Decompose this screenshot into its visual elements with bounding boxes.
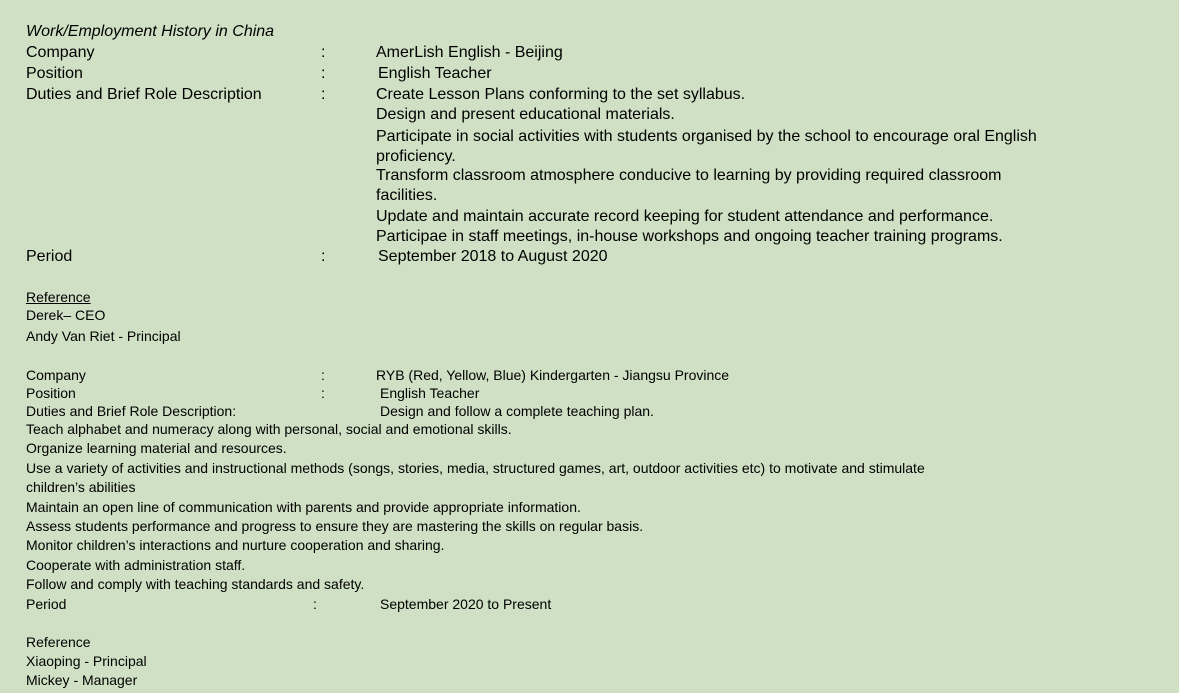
duties-label: Duties and Brief Role Description: [26,403,237,419]
period-value: September 2018 to August 2020 [378,248,608,265]
job2-duty-item: children’s abilities [26,479,136,495]
reference-item: Andy Van Riet - Principal [26,328,181,344]
job2-duty-item: Assess students performance and progress to ensure they are mastering the skills on regular basis. [26,518,644,534]
job2-duty-item: Follow and comply with teaching standards and safety. [26,576,365,592]
reference-item: Derek– CEO [26,307,106,323]
job1-duty-item: Participae in staff meetings, in-house workshops and ongoing teacher training programs. [376,228,1003,245]
reference-item: Mickey - Manager [26,672,138,688]
job2-duty-item: Cooperate with administration staff. [26,557,246,573]
job2-duty-item: Maintain an open line of communication with parents and provide appropriate information. [26,499,581,515]
reference-title: Reference [26,634,91,650]
position-value: English Teacher [380,385,480,401]
section-title: Work/Employment History in China [26,23,275,40]
job1-duty-item: Create Lesson Plans conforming to the set syllabus. [376,86,746,103]
company-value: RYB (Red, Yellow, Blue) Kindergarten - Jiangsu Province [376,367,730,383]
position-value: English Teacher [378,65,492,82]
separator: : [313,596,317,612]
period-label: Period [26,596,67,612]
job1-duty-item: proficiency. [376,148,456,165]
position-label: Position [26,385,76,401]
job1-duty-item: Design and present educational materials. [376,106,675,123]
reference-item: Xiaoping - Principal [26,653,147,669]
separator: : [321,86,326,103]
period-value: September 2020 to Present [380,596,552,612]
separator: : [321,65,326,82]
company-label: Company [26,44,95,61]
position-label: Position [26,65,83,82]
job2-duty-item: Monitor children’s interactions and nurture cooperation and sharing. [26,537,445,553]
job1-duty-item: Update and maintain accurate record keeping for student attendance and performance. [376,208,994,225]
reference-title: Reference [26,289,91,305]
job1-duty-item: Transform classroom atmosphere conducive to learning by providing required classroom [376,167,1002,184]
separator: : [321,44,326,61]
job1-duty-item: Participate in social activities with students organised by the school to encourage oral English [376,128,1037,145]
separator: : [321,367,325,383]
period-label: Period [26,248,73,265]
separator: : [321,385,325,401]
duties-label: Duties and Brief Role Description [26,86,262,103]
job2-duty-item: Use a variety of activities and instructional methods (songs, stories, media, structured games, art, outdoor activities etc) to motivate and stimulate [26,460,925,476]
job2-duty-item: Teach alphabet and numeracy along with personal, social and emotional skills. [26,421,512,437]
duty-item: Design and follow a complete teaching plan. [380,403,654,419]
separator: : [321,248,326,265]
company-value: AmerLish English - Beijing [376,44,563,61]
job1-duty-item: facilities. [376,187,438,204]
job2-duty-item: Organize learning material and resources. [26,440,287,456]
company-label: Company [26,367,86,383]
